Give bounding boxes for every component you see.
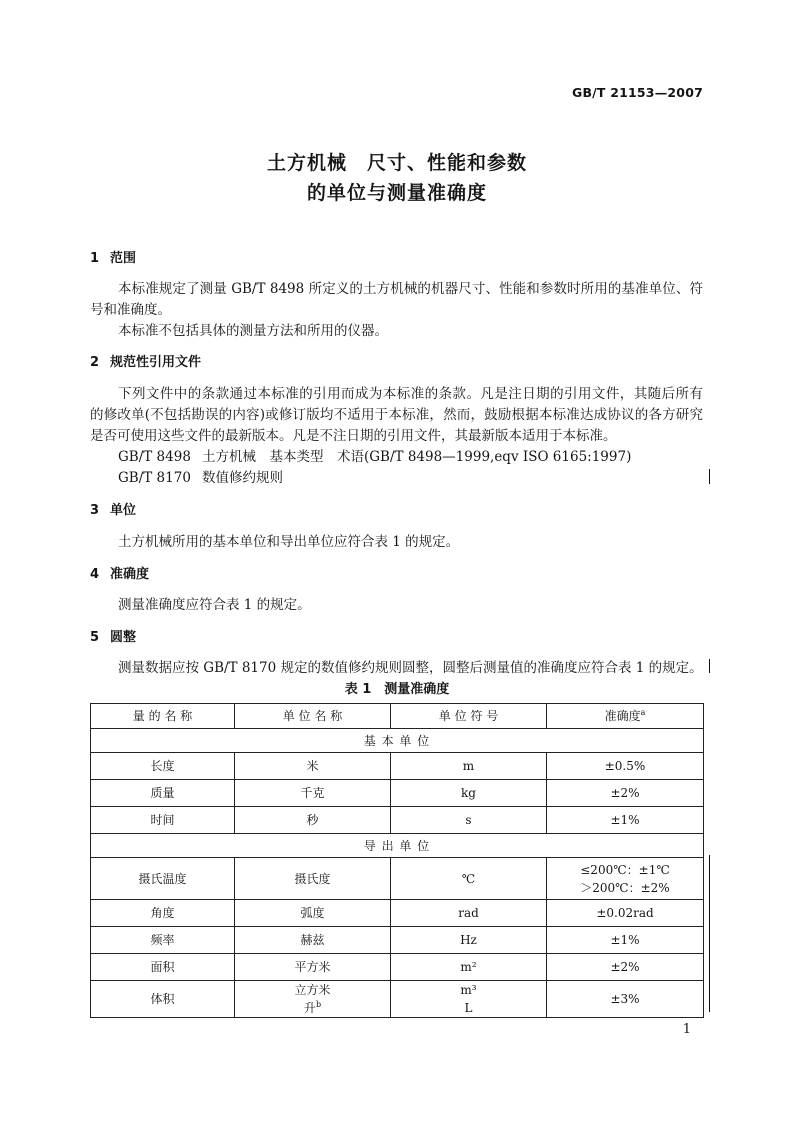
cell-quantity: 面积: [91, 954, 235, 981]
accuracy-line: ＞200℃：±2%: [580, 880, 670, 895]
unit-symbol-line: m³: [460, 983, 477, 997]
normative-reference: [118, 447, 703, 468]
table-row: [91, 927, 704, 954]
column-header-unit-symbol: 单 位 符 号: [391, 704, 547, 729]
section-number: 4: [90, 567, 100, 582]
footnote-marker: b: [315, 1000, 322, 1009]
section-1-paragraph-2: 本标准不包括具体的测量方法和所用的仪器。: [118, 323, 388, 339]
section-4-paragraph: 测量准确度应符合表 1 的规定。: [118, 597, 311, 613]
section-5-heading: [90, 627, 136, 648]
cell-unit-name: 千克: [235, 780, 391, 807]
section-1-heading: [90, 248, 136, 269]
cell-accuracy: ±2%: [547, 780, 704, 807]
cell-unit-symbol: kg: [391, 780, 547, 807]
section-number: 1: [90, 251, 100, 266]
cell-unit-symbol: m: [391, 753, 547, 780]
section-1-paragraph-line: 本标准规定了测量 GB/T 8498 所定义的土方机械的机器尺寸、性能和参数时所用的基准单位、符: [118, 281, 703, 297]
cell-quantity: 时间: [91, 807, 235, 834]
cell-unit-name: 米: [235, 753, 391, 780]
cell-accuracy: ±3%: [547, 981, 704, 1018]
cell-quantity: 长度: [91, 753, 235, 780]
cell-unit-symbol: rad: [391, 900, 547, 927]
reference-code: GB/T 8170: [118, 470, 191, 486]
table-row: [91, 858, 704, 900]
section-number: 2: [90, 355, 100, 370]
cell-quantity: 体积: [91, 981, 235, 1018]
section-4-heading: [90, 564, 149, 585]
section-2-paragraph-line: 下列文件中的条款通过本标准的引用而成为本标准的条款。凡是注日期的引用文件，其随后所有: [118, 386, 703, 402]
accuracy-line: ≤200℃：±1℃: [580, 862, 670, 877]
cell-unit-symbol: Hz: [391, 927, 547, 954]
section-3-heading: [90, 500, 136, 521]
table-row: [91, 780, 704, 807]
group-row: [91, 834, 704, 858]
footnote-marker: a: [640, 708, 646, 717]
section-2-paragraph-line: 的修改单(不包括勘误的内容)或修订版均不适用于本标准，然而，鼓励根据本标准达成协议的各方研究: [90, 407, 703, 423]
table-row: [91, 981, 704, 1018]
unit-name-line: [235, 999, 390, 1017]
group-label-derived-units: 导 出 单 位: [91, 834, 704, 858]
change-bar: [709, 659, 710, 673]
normative-reference: [118, 468, 703, 489]
section-title: 圆整: [110, 630, 137, 645]
change-bar: [709, 855, 710, 1012]
table-row: [91, 954, 704, 981]
reference-title: 数值修约规则: [202, 470, 283, 486]
unit-symbol-line: L: [464, 1001, 473, 1015]
cell-quantity: 质量: [91, 780, 235, 807]
table-caption: 表 1 测量准确度: [344, 682, 450, 697]
cell-unit-name: [235, 981, 391, 1018]
table-row: [91, 753, 704, 780]
table-row: [91, 807, 704, 834]
cell-unit-name: 赫兹: [235, 927, 391, 954]
section-title: 范围: [110, 251, 137, 266]
cell-quantity: 频率: [91, 927, 235, 954]
cell-unit-name: 秒: [235, 807, 391, 834]
column-header-accuracy: [547, 704, 704, 729]
cell-accuracy: ±1%: [547, 927, 704, 954]
cell-unit-symbol: s: [391, 807, 547, 834]
section-2-paragraph-line: 是否可使用这些文件的最新版本。凡是不注日期的引用文件，其最新版本适用于本标准。: [90, 428, 617, 444]
reference-title: 土方机械 基本类型 术语(GB/T 8498—1999,eqv ISO 6165:1997): [202, 449, 632, 465]
column-header-quantity: 量 的 名 称: [91, 704, 235, 729]
standard-code: GB/T 21153—2007: [571, 85, 703, 100]
unit-name-text: 升: [303, 1001, 316, 1015]
unit-name-line: 立方米: [294, 983, 331, 997]
cell-accuracy: ±0.02rad: [547, 900, 704, 927]
section-title: 准确度: [110, 567, 150, 582]
cell-unit-symbol: ℃: [391, 858, 547, 900]
section-number: 5: [90, 630, 100, 645]
table-header-row: [91, 704, 704, 729]
group-row: [91, 729, 704, 753]
cell-quantity: 摄氏温度: [91, 858, 235, 900]
change-bar: [709, 469, 710, 484]
section-title: 规范性引用文件: [110, 355, 202, 370]
cell-accuracy: [547, 858, 704, 900]
cell-accuracy: ±1%: [547, 807, 704, 834]
section-5-paragraph: 测量数据应按 GB/T 8170 规定的数值修约规则圆整，圆整后测量值的准确度应符合表 1 的规定。: [118, 660, 703, 676]
page-number: 1: [682, 1022, 691, 1037]
table-row: [91, 900, 704, 927]
document-title-line2: 的单位与测量准确度: [306, 182, 487, 204]
cell-quantity: 角度: [91, 900, 235, 927]
section-1-paragraph-line: 号和准确度。: [90, 302, 171, 318]
section-3-paragraph: 土方机械所用的基本单位和导出单位应符合表 1 的规定。: [118, 534, 460, 550]
cell-accuracy: ±2%: [547, 954, 704, 981]
cell-accuracy: ±0.5%: [547, 753, 704, 780]
cell-unit-name: 弧度: [235, 900, 391, 927]
reference-code: GB/T 8498: [118, 449, 191, 465]
group-label-base-units: 基 本 单 位: [91, 729, 704, 753]
accuracy-header-label: 准确度: [604, 709, 641, 723]
accuracy-table: [90, 703, 704, 1018]
cell-unit-name: 平方米: [235, 954, 391, 981]
section-number: 3: [90, 503, 100, 518]
cell-unit-symbol: [391, 981, 547, 1018]
cell-unit-symbol: m²: [391, 954, 547, 981]
cell-unit-name: 摄氏度: [235, 858, 391, 900]
document-title-line1: 土方机械 尺寸、性能和参数: [266, 152, 527, 174]
column-header-unit-name: 单 位 名 称: [235, 704, 391, 729]
section-title: 单位: [110, 503, 137, 518]
section-2-heading: [90, 352, 201, 373]
